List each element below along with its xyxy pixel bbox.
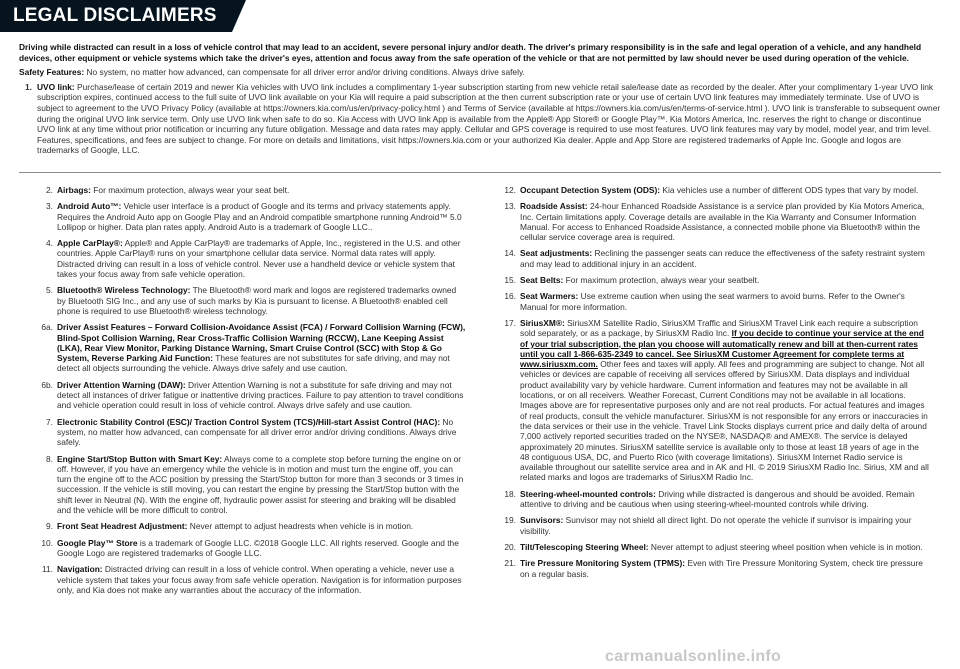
item-text: Always come to a complete stop before turning the engine on or off. However, if you have an emergency while the vehicle is in motion and must turn the engine off, you can turn the engine off to the ACC position by pressing the Start/Stop button for more than 3 seconds or 3 times in succession. If the vehicle is still moving, you can restart the engine by pressing the Start/Stop button with the shift lever in Neutral (N). With the engine off, hydraulic power assist for steering and braking will be disabled and the vehicle will be more difficult to control. <box>57 453 464 516</box>
item-text: Distracted driving can result in a loss of vehicle control. When operating a vehicle, never use a vehicle system that takes your focus away from safe vehicle operation. Navigation is for information purposes only, and Kia does not make any warranties about the accuracy of the information. <box>57 564 462 595</box>
item-label: Driver Attention Warning (DAW): <box>57 379 186 390</box>
item-label: Tire Pressure Monitoring System (TPMS): <box>520 558 686 569</box>
item-number: 3. <box>46 201 53 212</box>
item-text: Purchase/lease of certain 2019 and newer Kia vehicles with UVO link includes a complimentary 1-year subscription starting from new vehicle retail sale/lease date as recorded by the dealer. After your complimentary 1-year UVO link subscription expires, continued access to the full suite of UVO link available on your Kia will require a paid subscription at the then current subscription rate or your use of certain UVO link features may immediately terminate. Use of UVO is subject to agreement to the UVO Privacy Policy (available at https://owners.kia.com/us/en/privacy-policy.html ) and Terms of Service (available at https://owners.kia.com/us/en/terms-of-service.html ). UVO link is transferable to subsequent owner during the original UVO link service term. Only use UVO link when safe to do so. Kia Access with UVO link App is available from the Apple® App Store® or Google Play™. Kia Motors America, Inc. reserves the right to change or discontinue UVO link at any time without prior notification or incurring any future obligation. Message and data rates may apply. Cellular and GPS coverage is required to use most features. UVO link features may vary by model, model year, and trim level. Features, specifications, and fees are subject to change. For more on details and limitations, visit https://owners.kia.com or your authorized Kia dealer. Apple and App Store are registered trademarks of Apple Inc. Google and logos are trademarks of Google, LLC. <box>37 81 941 156</box>
item-number: 11. <box>41 564 53 575</box>
item-text: For maximum protection, always wear your seatbelt. <box>563 275 760 286</box>
item-text: Reclining the passenger seats can reduce the effectiveness of the safety restraint system and may lead to additional injury in an accident. <box>520 248 925 269</box>
section-banner <box>0 0 232 32</box>
item-label: Apple CarPlay®: <box>57 238 123 249</box>
item-label: Steering-wheel-mounted controls: <box>520 488 656 499</box>
disclaimer-item <box>34 185 466 195</box>
item-text-continued: Other fees and taxes will apply. All fees and programming are subject to change. Not all vehicles or devices are capable of receiving all services offered by SiriusXM. Data displays and individual product availability vary by vehicle hardware. Current information and features may not be available in all locations, or on all receivers. Weather Forecast, Current Conditions may not be available in all locations. Images above are for representative purposes only and are not real products. For actual features and images of real products, consult the vehicle manufacturer. SiriusXM is not responsible for any errors or inaccuracies in the data services or their use in the vehicle. Travel Link Stocks displays current price and daily delta of around 7,000 actively reported securities traded on the NYSE®, NASDAQ® and AMEX®. The service is delayed approximately 20 minutes. SiriusXM satellite service is available only to those at least 18 years of age in the 48 contiguous USA, DC, and Puerto Rico (with coverage limitations). SiriusXM Internet Radio service is available throughout our satellite service area and in AK and HI. © 2019 SiriusXM Radio Inc. Sirius, XM and all related marks and logos are trademarks of SiriusXM Radio Inc. <box>520 359 929 483</box>
left-column <box>34 185 466 601</box>
item-text: Apple® and Apple CarPlay® are trademarks of Apple, Inc., registered in the U.S. and other countries. Apple CarPlay® runs on your smartphone cellular data service. Normal data rates will apply. Distracted driving can result in a loss of vehicle control. Never use a handheld device or vehicle system that takes your focus away from safe vehicle operation. <box>57 238 461 280</box>
item-number: 17. <box>504 317 516 328</box>
right-column <box>497 185 930 585</box>
item-label: Roadside Assist: <box>520 201 588 212</box>
item-label: UVO link: <box>37 81 75 92</box>
item-text: These features are not substitutes for safe driving, and may not detect all objects surrounding the vehicle. Always drive safely and use caution. <box>57 353 450 374</box>
safety-features-label: Safety Features: <box>19 67 85 78</box>
item-number: 13. <box>504 201 516 212</box>
item-text: Kia vehicles use a number of different ODS types that vary by model. <box>660 185 919 195</box>
item-number: 6a. <box>41 322 53 333</box>
item-text: SiriusXM Satellite Radio, SiriusXM Traffic and SiriusXM Travel Link each require a subscription sold separately, or as a package, by SiriusXM Radio Inc. <box>520 317 918 339</box>
banner-title: LEGAL DISCLAIMERS <box>13 5 217 26</box>
item-number: 9. <box>46 521 53 532</box>
item-number: 14. <box>504 248 516 259</box>
disclaimer-item <box>497 291 930 312</box>
safety-features-note <box>19 67 941 78</box>
item-number: 6b. <box>41 379 53 390</box>
item-number: 5. <box>46 285 53 296</box>
item-number: 21. <box>504 558 516 569</box>
disclaimer-item <box>34 454 466 516</box>
item-number: 15. <box>504 275 516 286</box>
item-label: Driver Assist Features – Forward Collision-Avoidance Assist (FCA) / Forward Collision Warning (FCW), Blind-Spot Collision Warning, Rear Cross-Traffic Collision Warning (RCCW), Lane Keeping Assist (LKA), Rear View Monitor, Parking Distance Warning, Smart Cruise Control (SCC) with Stop & Go System, Reverse Parking Aid Function: <box>57 322 466 364</box>
item-text: Never attempt to adjust steering wheel position when vehicle is in motion. <box>648 541 923 552</box>
item-text: Never attempt to adjust headrests when vehicle is in motion. <box>187 521 414 532</box>
item-number: 19. <box>504 515 516 526</box>
item-number: 4. <box>46 238 53 249</box>
item-number: 8. <box>46 453 53 464</box>
section-divider <box>19 172 941 173</box>
item-label: Seat Belts: <box>520 275 564 286</box>
item-label: Android Auto™: <box>57 201 122 212</box>
subscription-terms-link[interactable]: If you decide to continue your service at the end of your trial subscription, the plan you choose will automatically renew and bill at then-current rates until you call 1-866-635-2349 to cancel. See SiriusXM Customer Agreement for complete terms at www.siriusxm.com. <box>520 328 924 370</box>
item-number: 2. <box>46 185 53 195</box>
banner-tail-shape <box>232 0 246 32</box>
item-text: 24-hour Enhanced Roadside Assistance is a service plan provided by Kia Motors America, Inc. Certain limitations apply. Coverage details are available in the Kia Warranty and Consumer Information Manual. For access to Enhanced Roadside Assistance, a connected mobile phone via Bluetooth® within the cellular service coverage area is required. <box>520 201 925 243</box>
item-label: Bluetooth® Wireless Technology: <box>57 285 191 296</box>
item-text: Use extreme caution when using the seat warmers to avoid burns. Refer to the Owner's Manual for more information. <box>520 291 905 312</box>
disclaimer-item <box>34 322 466 373</box>
intro-block <box>19 42 941 156</box>
item-label: Front Seat Headrest Adjustment: <box>57 521 188 532</box>
item-text: Even with Tire Pressure Monitoring System, check tire pressure on a regular basis. <box>520 558 923 579</box>
item-text: is a trademark of Google LLC. ©2018 Google LLC. All rights reserved. Google and the Google Logo are registered trademarks of Google LLC. <box>57 537 459 558</box>
distracted-driving-warning: Driving while distracted can result in a loss of vehicle control that may lead to an accident, severe personal injury and/or death. The driver's primary responsibility is in the safe and legal operation of a vehicle, and any handheld devices, other equipment or vehicle systems which take the driver's eyes, attention and focus away from the safe operation of the vehicle or that are not permitted by law should never be used during operation of the vehicle. <box>19 42 922 63</box>
disclaimer-item <box>497 275 930 285</box>
disclaimer-item <box>497 558 930 579</box>
item-number: 20. <box>504 541 516 552</box>
item-label: Electronic Stability Control (ESC)/ Traction Control System (TCS)/Hill-start Assist Control (HAC): <box>57 416 441 427</box>
item-number: 1. <box>25 81 32 92</box>
item-number: 16. <box>504 291 516 302</box>
item-label: Seat Warmers: <box>520 291 579 302</box>
item-text: The Bluetooth® word mark and logos are registered trademarks owned by Bluetooth SIG Inc., and any use of such marks by Kia is pursuant to license. A Bluetooth® enabled cell phone is required to use Bluetooth® wireless technology. <box>57 285 457 316</box>
disclaimer-item-1 <box>25 82 941 156</box>
disclaimer-item <box>34 417 466 448</box>
disclaimer-item <box>497 318 930 483</box>
item-text: Sunvisor may not shield all direct light. Do not operate the vehicle if sunvisor is impairing your visibility. <box>520 515 912 536</box>
disclaimer-item <box>34 285 466 316</box>
disclaimer-item <box>497 515 930 536</box>
item-text: No system, no matter how advanced, can compensate for all driver error and/or driving conditions. Always drive safely. <box>57 416 457 448</box>
item-number: 10. <box>41 537 53 548</box>
disclaimer-item <box>497 185 930 195</box>
watermark: carmanualsonline.info <box>605 648 782 665</box>
item-label: Occupant Detection System (ODS): <box>520 185 661 195</box>
disclaimer-item <box>497 248 930 269</box>
disclaimer-item <box>34 538 466 559</box>
item-label: SiriusXM®: <box>520 317 565 328</box>
disclaimer-item <box>497 542 930 552</box>
item-label: Engine Start/Stop Button with Smart Key: <box>57 453 223 464</box>
item-label: Sunvisors: <box>520 515 564 526</box>
item-label: Google Play™ Store <box>57 537 138 548</box>
disclaimer-item <box>497 201 930 242</box>
item-label: Tilt/Telescoping Steering Wheel: <box>520 541 649 552</box>
item-text: Vehicle user interface is a product of Google and its terms and privacy statements apply. Requires the Android Auto app on Google Play and an Android compatible smartphone running Android™ 5.0 Lollipop or higher. Data plan rates apply. Android Auto is a trademark of Google LLC.. <box>57 201 462 232</box>
disclaimer-item <box>34 238 466 279</box>
item-text: Driving while distracted is dangerous and should be avoided. Remain attentive to driving and be cautious when using steering-wheel-mounted controls while driving. <box>520 488 915 510</box>
safety-features-text: No system, no matter how advanced, can compensate for all driver error and/or driving conditions. Always drive safely. <box>84 67 525 78</box>
item-label: Airbags: <box>57 185 91 195</box>
item-text: Driver Attention Warning is not a substitute for safe driving and may not detect all instances of driver fatigue or inattentive driving practices. Failure to pay attention to travel conditions and vehicle operation could result in loss of vehicle control. Always drive safely and use caution. <box>57 379 464 411</box>
item-label: Navigation: <box>57 564 103 575</box>
disclaimer-item <box>34 521 466 531</box>
item-number: 12. <box>504 185 516 195</box>
disclaimer-item <box>34 564 466 595</box>
item-number: 18. <box>504 488 516 499</box>
item-label: Seat adjustments: <box>520 248 593 259</box>
item-number: 7. <box>46 416 53 427</box>
item-text: For maximum protection, always wear your seat belt. <box>90 185 290 195</box>
disclaimer-item <box>34 380 466 411</box>
disclaimer-item <box>497 489 930 510</box>
disclaimer-item <box>34 201 466 232</box>
